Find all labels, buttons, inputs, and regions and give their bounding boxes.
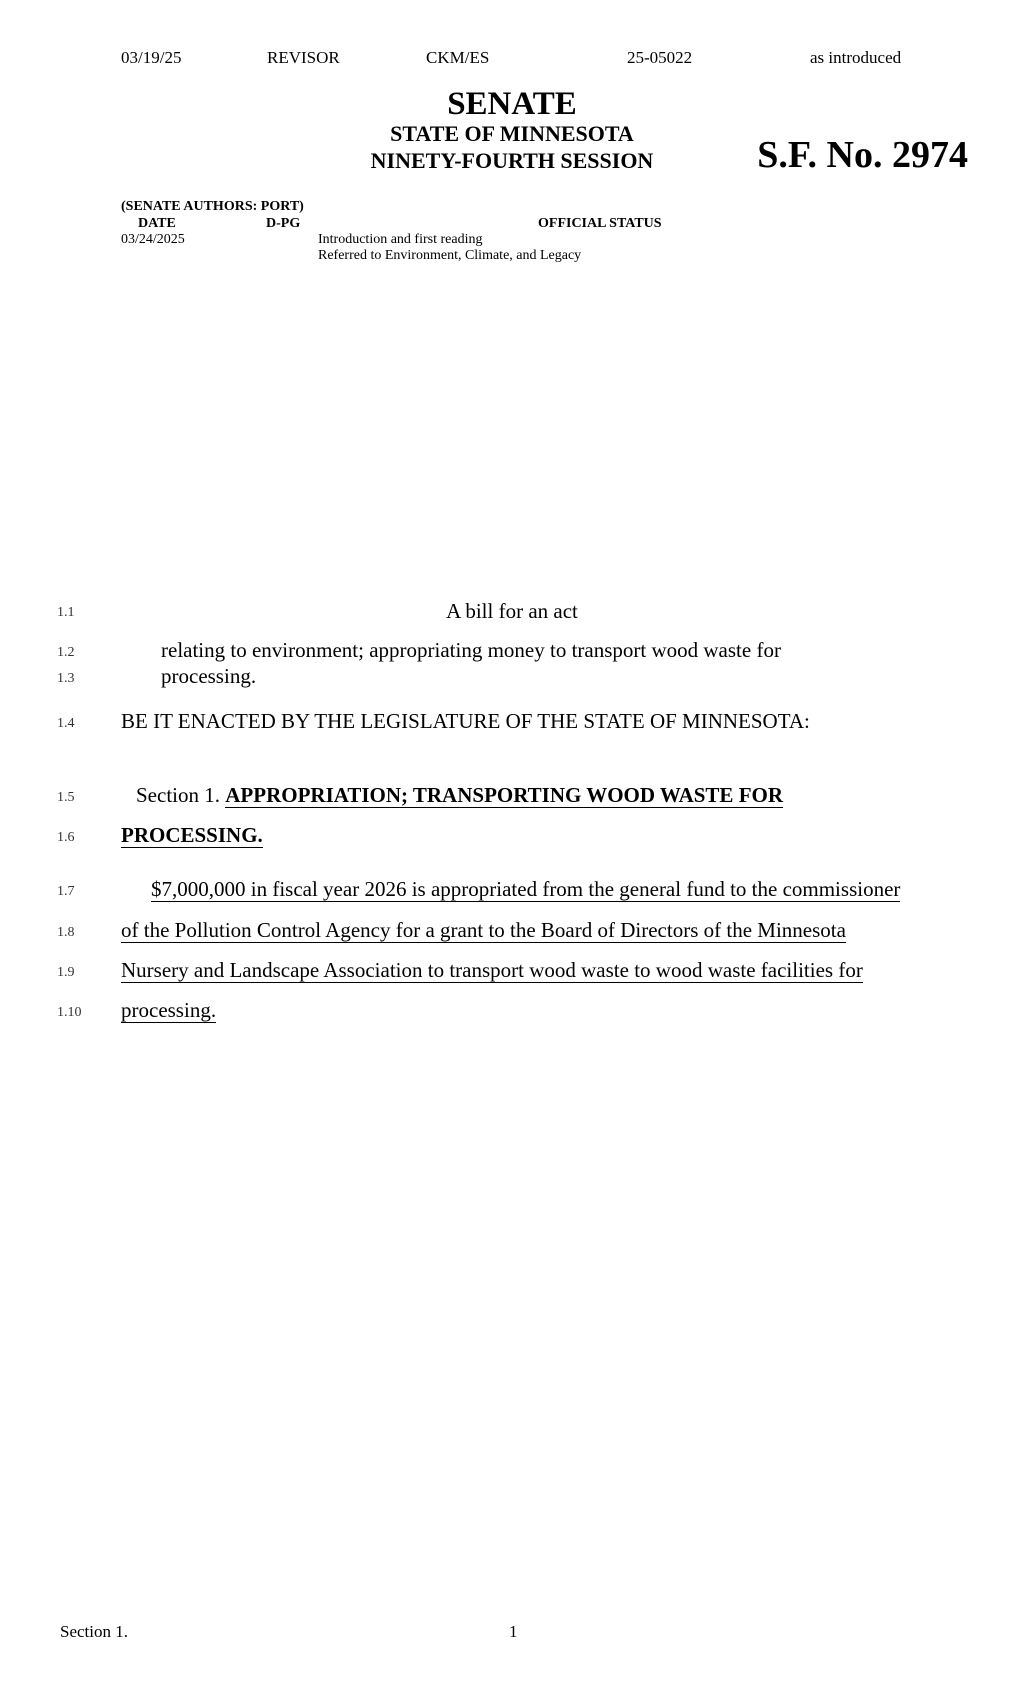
section-body-text: of the Pollution Control Agency for a grant to the Board of Directors of the Minnesota bbox=[121, 918, 846, 942]
line-number: 1.3 bbox=[57, 671, 75, 686]
section-body-line bbox=[121, 998, 216, 1023]
header-status: as introduced bbox=[810, 48, 902, 67]
header-office: REVISOR bbox=[267, 48, 340, 67]
section-body-text: Nursery and Landscape Association to transport wood waste to wood waste facilities for bbox=[121, 958, 863, 982]
header-date: 03/19/25 bbox=[121, 48, 182, 67]
enacting-clause: BE IT ENACTED BY THE LEGISLATURE OF THE STATE OF MINNESOTA: bbox=[121, 709, 810, 733]
chamber-title: SENATE bbox=[447, 86, 577, 122]
section-label: Section 1. bbox=[136, 783, 226, 807]
header-doc-number: 25-05022 bbox=[627, 48, 693, 67]
status-col-official: OFFICIAL STATUS bbox=[538, 216, 662, 231]
line-number: 1.7 bbox=[57, 884, 75, 899]
line-number: 1.2 bbox=[57, 645, 75, 660]
footer-section: Section 1. bbox=[60, 1622, 128, 1641]
status-col-dpg: D-PG bbox=[266, 216, 301, 231]
section-title-cont bbox=[121, 823, 263, 848]
status-row-text-2: Referred to Environment, Climate, and Legacy bbox=[318, 248, 582, 263]
status-row-text-1: Introduction and first reading bbox=[318, 232, 483, 247]
state-title: STATE OF MINNESOTA bbox=[390, 121, 634, 146]
header-initials: CKM/ES bbox=[426, 48, 490, 67]
line-number: 1.1 bbox=[57, 605, 75, 620]
section-title-cont-text: PROCESSING. bbox=[121, 823, 263, 847]
section-title: APPROPRIATION; TRANSPORTING WOOD WASTE FOR bbox=[225, 783, 784, 807]
section-heading bbox=[136, 783, 783, 808]
line-number: 1.6 bbox=[57, 830, 75, 845]
section-body-line bbox=[151, 877, 900, 902]
status-row-date: 03/24/2025 bbox=[121, 232, 185, 247]
section-body-text: processing. bbox=[121, 998, 217, 1022]
section-body-line bbox=[121, 918, 846, 943]
section-body-text: $7,000,000 in fiscal year 2026 is appropriated from the general fund to the commissioner bbox=[151, 877, 901, 901]
section-body-line bbox=[121, 958, 863, 983]
line-number: 1.8 bbox=[57, 925, 75, 940]
bill-heading: A bill for an act bbox=[446, 599, 578, 623]
line-number: 1.10 bbox=[57, 1005, 82, 1020]
line-number: 1.5 bbox=[57, 790, 75, 805]
status-col-date: DATE bbox=[138, 216, 176, 231]
bill-title-line: relating to environment; appropriating money to transport wood waste for bbox=[161, 638, 781, 662]
line-number: 1.9 bbox=[57, 965, 75, 980]
bill-number: S.F. No. 2974 bbox=[757, 134, 968, 176]
page-number: 1 bbox=[509, 1622, 518, 1641]
bill-title-line: processing. bbox=[161, 664, 257, 688]
senate-authors: (SENATE AUTHORS: PORT) bbox=[121, 199, 304, 214]
line-number: 1.4 bbox=[57, 716, 75, 731]
session-title: NINETY-FOURTH SESSION bbox=[370, 148, 654, 173]
